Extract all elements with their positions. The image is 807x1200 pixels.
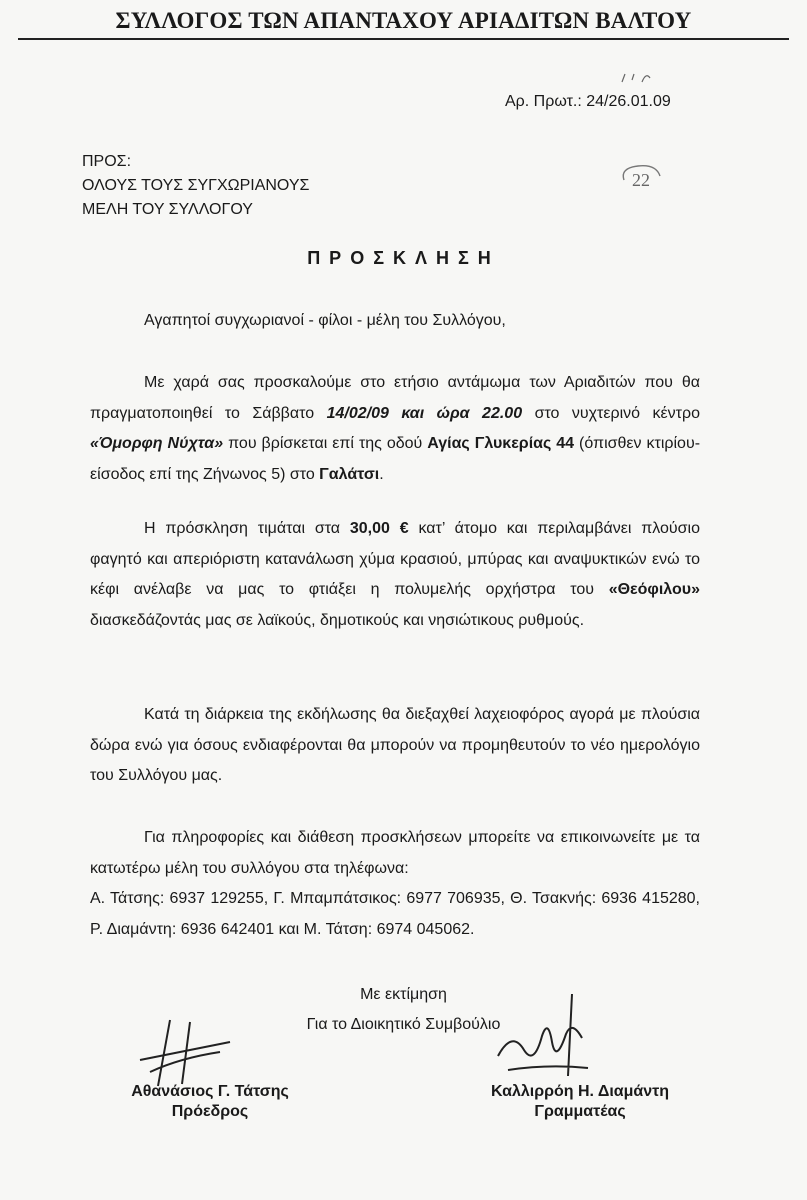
greeting — [90, 306, 700, 337]
recipients-line-1: ΟΛΟΥΣ ΤΟΥΣ ΣΥΓΧΩΡΙΑΝΟΥΣ — [82, 177, 310, 194]
protocol-number: Αρ. Πρωτ.: 24/26.01.09 — [505, 93, 671, 110]
band-name: «Θεόφιλου» — [608, 581, 700, 598]
p1-text-a: Με χαρά σας προσκαλούμε στο ετήσιο αντάμωμα των Αριαδιτών που θα πραγματοποιηθεί το Σάββατο — [90, 374, 700, 422]
letterhead-title: ΣΥΛΛΟΓΟΣ ΤΩΝ ΑΠΑΝΤΑΧΟΥ ΑΡΙΑΔΙΤΩΝ ΒΑΛΤΟΥ — [115, 8, 692, 33]
venue-name: «Όμορφη Νύχτα» — [90, 435, 224, 452]
venue-street: Αγίας Γλυκερίας 44 — [427, 435, 575, 452]
p1-text-d: (όπισθεν κτιρίου-είσοδος επί της Ζήνωνος 5) στο — [90, 435, 701, 483]
paragraph-event — [90, 368, 700, 490]
event-date: 14/02/09 και ώρα 22.00 — [326, 404, 523, 422]
p2-text-a: Η πρόσκληση τιμάται στα — [144, 520, 350, 537]
closing-line-1: Με εκτίμηση — [360, 986, 447, 1003]
president-name: Αθανάσιος Γ. Τάτσης — [131, 1083, 289, 1100]
closing-line-2: Για το Διοικητικό Συμβούλιο — [306, 1016, 501, 1033]
recipients-line-2: ΜΕΛΗ ΤΟΥ ΣΥΛΛΟΓΟΥ — [82, 201, 253, 218]
contacts-intro: Για πληροφορίες και διάθεση προσκλήσεων μπορείτε να επικοινωνείτε με τα κατωτέρω μέλη του συλλόγου στα τηλέφωνα: — [90, 829, 700, 877]
closing — [0, 980, 807, 1040]
letterhead-divider — [18, 38, 789, 40]
secretary-signature — [488, 990, 598, 1086]
p2-text-b: κατ’ άτομο και περιλαμβάνει πλούσιο φαγητό και απεριόριστη κατανάλωση χύμα κρασιού, μπύρας και αναψυκτικών ενώ το κέφι ανέλαβε να μας το φτιάξει η πολυμελής ορχήστρα του — [90, 520, 700, 598]
pen-scribble-icon — [618, 70, 658, 86]
president-signature — [130, 1012, 240, 1090]
p2-text-c: διασκεδάζοντάς μας σε λαϊκούς, δημοτικούς και νησιώτικους ρυθμούς. — [90, 611, 585, 629]
greeting-text: Αγαπητοί συγχωριανοί - φίλοι - μέλη του Συλλόγου, — [144, 312, 506, 329]
p1-text-e: . — [379, 465, 384, 483]
paragraph-price — [90, 514, 700, 636]
paragraph-lottery — [90, 700, 700, 792]
handwritten-number-mark — [618, 160, 664, 192]
signatory-president — [100, 1082, 320, 1122]
ticket-price: 30,00 € — [349, 520, 409, 537]
contacts-list: Α. Τάτσης: 6937 129255, Γ. Μπαμπάτσικος: 6977 706935, Θ. Τσακνής: 6936 415280, Ρ. Διαμάντη: 6936 642401 και Μ. Τάτση: 6974 045062. — [90, 890, 700, 938]
venue-area: Γαλάτσι — [319, 465, 380, 483]
document-title: ΠΡΟΣΚΛΗΣΗ — [307, 248, 500, 268]
p1-text-c: που βρίσκεται επί της οδού — [223, 435, 428, 452]
signatory-secretary — [470, 1082, 690, 1122]
secretary-name: Καλλιρρόη Η. Διαμάντη — [490, 1083, 670, 1100]
mark-text: 22 — [632, 170, 650, 190]
secretary-role: Γραμματέας — [534, 1103, 626, 1120]
p3-text: Κατά τη διάρκεια της εκδήλωσης θα διεξαχθεί λαχειοφόρος αγορά με πλούσια δώρα ενώ για όσους ενδιαφέρονται θα μπορούν να προμηθευτούν το νέο ημερολόγιο του Συλλόγου μας. — [90, 706, 700, 784]
president-role: Πρόεδρος — [171, 1103, 249, 1120]
paragraph-contacts — [90, 823, 700, 945]
p1-text-b: στο νυχτερινό κέντρο — [522, 404, 700, 422]
recipients-label: ΠΡΟΣ: — [82, 153, 132, 170]
